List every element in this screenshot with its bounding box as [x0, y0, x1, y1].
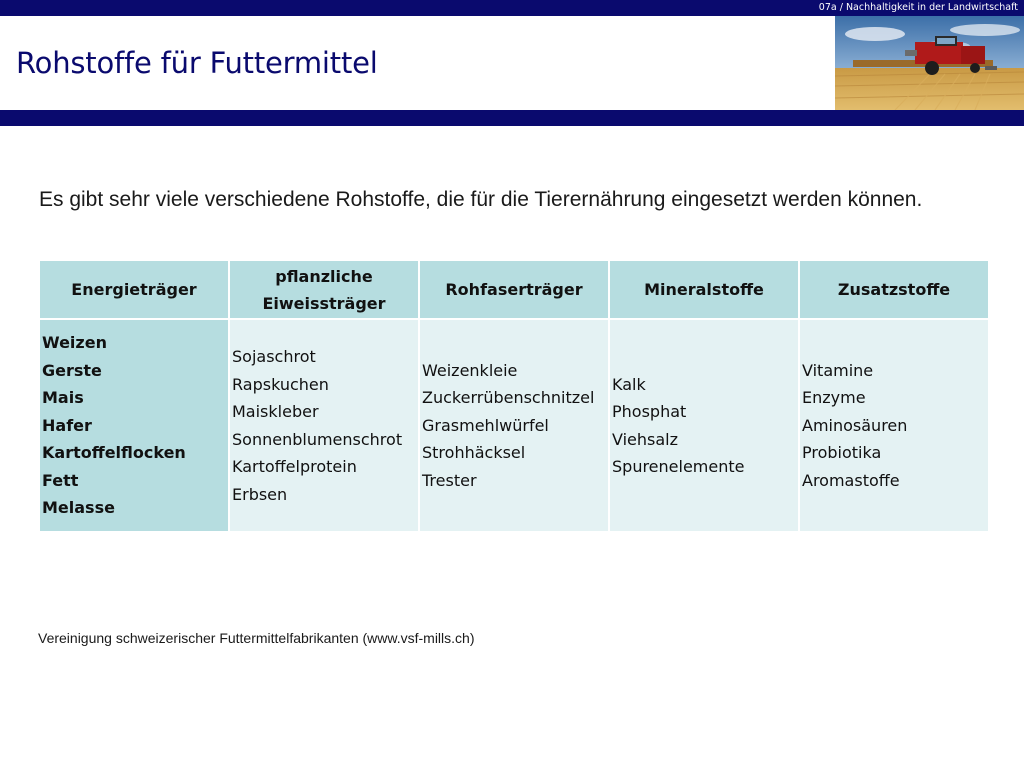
list-item: Aromastoffe — [802, 470, 900, 490]
list-item: Phosphat — [612, 402, 687, 421]
list-item: Enzyme — [802, 388, 866, 408]
header-label: Zusatzstoffe — [837, 280, 951, 299]
page-title: Rohstoffe für Futtermittel — [16, 46, 378, 80]
combine-harvester-image — [835, 16, 1024, 110]
header-photo — [835, 16, 1024, 110]
list-item: Strohhäcksel — [422, 443, 526, 463]
list-item: Weizenkleie — [422, 360, 518, 380]
section-label: 07a / Nachhaltigkeit in der Landwirtschaft — [818, 2, 1018, 13]
header-zusatzstoffe — [800, 261, 988, 318]
list-item: Rapskuchen — [232, 374, 329, 394]
cell-eiweisstraeger — [230, 320, 418, 531]
cell-rohfasertraeger — [420, 320, 608, 531]
list-item: Kalk — [612, 374, 646, 394]
list-item: Mais — [42, 388, 84, 408]
header-energietraeger — [40, 261, 228, 318]
header-label: Mineralstoffe — [644, 280, 764, 299]
list-item: Sonnenblumenschrot — [232, 429, 403, 449]
list-item: Trester — [422, 470, 477, 490]
list-item: Fett — [42, 470, 79, 490]
cell-energietraeger — [40, 320, 228, 531]
header-mineralstoffe — [610, 261, 798, 318]
header-eiweisstraeger — [230, 261, 418, 318]
cell-mineralstoffe — [610, 320, 798, 531]
list-item: Maiskleber — [232, 402, 319, 421]
list-item: Grasmehlwürfel — [422, 415, 549, 435]
list-item: Viehsalz — [612, 429, 679, 449]
list-item: Spurenelemente — [612, 457, 745, 476]
intro-text: Es gibt sehr viele verschiedene Rohstoffe, die für die Tierernährung eingesetzt werden können. — [39, 188, 923, 211]
header-label: Energieträger — [71, 280, 197, 299]
list-item: Kartoffelflocken — [42, 443, 186, 463]
cell-zusatzstoffe — [800, 320, 988, 531]
source-citation: Vereinigung schweizerischer Futtermittelfabrikanten (www.vsf-mills.ch) — [38, 630, 475, 646]
table-header-row — [40, 261, 988, 318]
header-label: Rohfaserträger — [445, 280, 583, 299]
list-item: Hafer — [42, 415, 92, 435]
list-item: Kartoffelprotein — [232, 457, 357, 476]
header-rohfasertraeger — [420, 261, 608, 318]
list-item: Weizen — [42, 333, 107, 353]
header-label: pflanzliche — [275, 266, 373, 286]
list-item: Erbsen — [232, 484, 288, 504]
table-row — [40, 320, 988, 531]
list-item: Vitamine — [802, 360, 874, 380]
raw-materials-table — [38, 259, 990, 533]
list-item: Sojaschrot — [232, 347, 316, 366]
header-bottom-bar — [0, 110, 1024, 126]
list-item: Aminosäuren — [802, 415, 908, 435]
list-item: Melasse — [42, 498, 115, 518]
top-bar — [0, 0, 1024, 16]
list-item: Probiotika — [802, 443, 882, 463]
list-item: Gerste — [42, 360, 102, 380]
header-label: Eiweissträger — [262, 293, 386, 313]
list-item: Zuckerrübenschnitzel — [422, 388, 595, 408]
